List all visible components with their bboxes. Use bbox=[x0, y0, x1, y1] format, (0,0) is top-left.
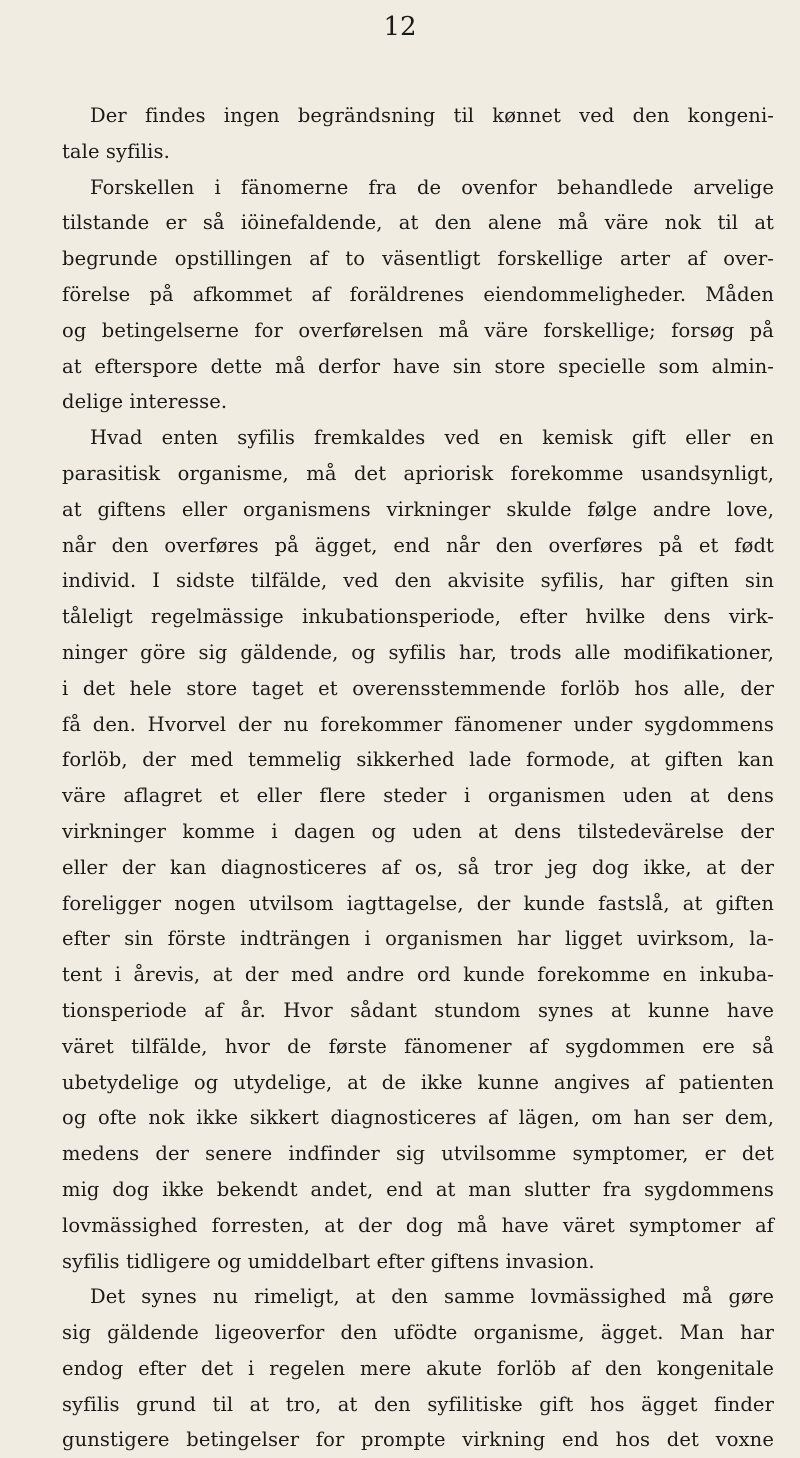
text-line: at giftens eller organismens virkninger skulde følge andre love, bbox=[62, 497, 774, 521]
text-line: individ. I sidste tilfälde, ved den akvisite syfilis, har giften sin bbox=[62, 569, 774, 593]
text-line: parasitisk organisme, må det apriorisk forekomme usandsynligt, bbox=[62, 461, 774, 485]
body-text bbox=[62, 98, 774, 1458]
text-line: eller der kan diagnosticeres af os, så tror jeg dog ikke, at der bbox=[62, 855, 774, 879]
text-line: i det hele store taget et overensstemmende forlöb hos alle, der bbox=[62, 676, 774, 700]
text-line: ninger göre sig gäldende, og syfilis har, trods alle modifikationer, bbox=[62, 640, 774, 664]
text-line: tionsperiode af år. Hvor sådant stundom synes at kunne have bbox=[62, 998, 774, 1022]
text-line: tale syfilis. bbox=[62, 139, 170, 163]
text-line: lovmässighed forresten, at der dog må have väret symptomer af bbox=[62, 1213, 774, 1237]
text-line: få den. Hvorvel der nu forekommer fänomener under sygdommens bbox=[62, 712, 774, 736]
text-line: ubetydelige og utydelige, at de ikke kunne angives af patienten bbox=[62, 1070, 774, 1094]
text-line: tent i årevis, at der med andre ord kunde forekomme en inkuba- bbox=[62, 963, 774, 987]
text-line: Forskellen i fänomerne fra de ovenfor behandlede arvelige bbox=[90, 175, 774, 199]
text-line: tåleligt regelmässige inkubationsperiode, efter hvilke dens virk- bbox=[62, 605, 774, 629]
text-line: gunstigere betingelser for prompte virkning end hos det voxne bbox=[62, 1428, 774, 1452]
page-number: 12 bbox=[383, 12, 417, 42]
text-line: förelse på afkommet af foräldrenes eiendommeligheder. Måden bbox=[62, 282, 774, 306]
text-line: sig gäldende ligeoverfor den ufödte organisme, ägget. Man har bbox=[62, 1321, 774, 1345]
text-line: og ofte nok ikke sikkert diagnosticeres af lägen, om han ser dem, bbox=[62, 1106, 774, 1130]
text-line: tilstande er så iöinefaldende, at den alene må väre nok til at bbox=[62, 211, 774, 235]
text-line: väre aflagret et eller flere steder i organismen uden at dens bbox=[62, 784, 774, 808]
text-line: Der findes ingen begrändsning til kønnet ved den kongeni- bbox=[90, 104, 774, 127]
text-line: foreligger nogen utvilsom iagttagelse, der kunde fastslå, at giften bbox=[62, 891, 774, 915]
text-line: mig dog ikke bekendt andet, end at man slutter fra sygdommens bbox=[62, 1177, 774, 1201]
text-line: når den overføres på ägget, end når den overføres på et født bbox=[62, 533, 774, 557]
text-line: syfilis tidligere og umiddelbart efter giftens invasion. bbox=[62, 1249, 595, 1273]
text-line: efter sin förste indträngen i organismen har ligget uvirksom, la- bbox=[62, 927, 774, 951]
text-line: og betingelserne for overførelsen må väre forskellige; forsøg på bbox=[62, 318, 774, 342]
text-line: Hvad enten syfilis fremkaldes ved en kemisk gift eller en bbox=[90, 426, 774, 450]
text-line: forlöb, der med temmelig sikkerhed lade formode, at giften kan bbox=[62, 748, 774, 772]
text-line: begrunde opstillingen af to väsentligt forskellige arter af over- bbox=[62, 247, 774, 271]
text-line: väret tilfälde, hvor de første fänomener af sygdommen ere så bbox=[62, 1034, 774, 1058]
text-line: syfilis grund til at tro, at den syfilitiske gift hos ägget finder bbox=[62, 1392, 774, 1416]
text-line: medens der senere indfinder sig utvilsomme symptomer, er det bbox=[62, 1142, 774, 1166]
text-line: at efterspore dette må derfor have sin store specielle som almin- bbox=[62, 354, 774, 378]
text-line: virkninger komme i dagen og uden at dens tilstedevärelse der bbox=[62, 819, 774, 843]
text-line: Det synes nu rimeligt, at den samme lovmässighed må gøre bbox=[90, 1285, 774, 1309]
text-line: endog efter det i regelen mere akute forlöb af den kongenitale bbox=[62, 1356, 774, 1380]
text-line: delige interesse. bbox=[62, 390, 228, 414]
